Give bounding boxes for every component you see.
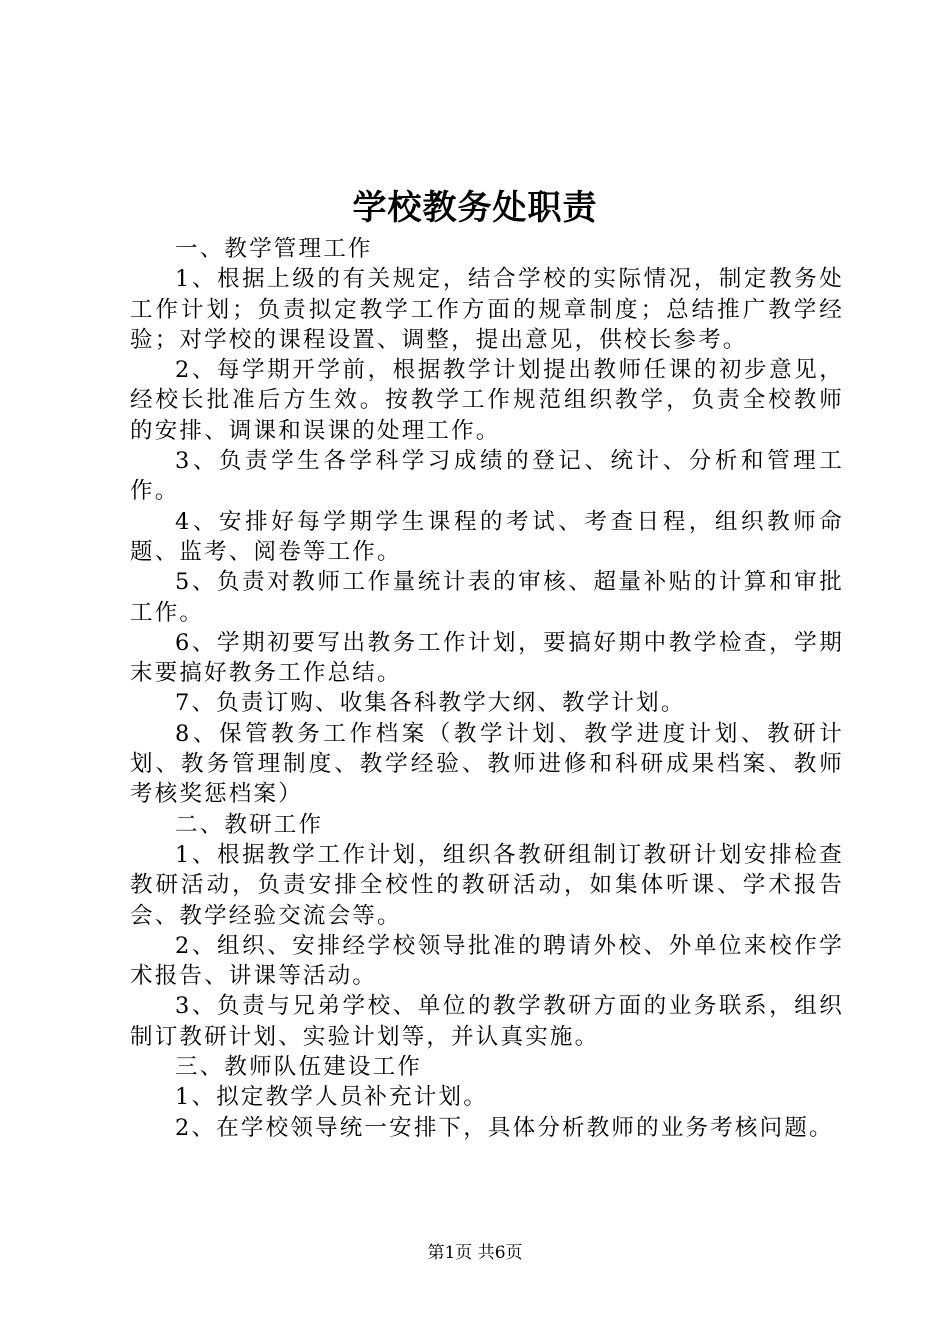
paragraph: 8、保管教务工作档案（教学计划、教学进度计划、教研计划、教务管理制度、教学经验、教师进修和科研成果档案、教师考核奖惩档案）: [130, 720, 844, 808]
paragraph: 2、组织、安排经学校领导批准的聘请外校、外单位来校作学术报告、讲课等活动。: [130, 932, 844, 990]
paragraph: 7、负责订购、收集各科教学大纲、教学计划。: [175, 690, 686, 717]
paragraph: 4、安排好每学期学生课程的考试、考查日程，组织教师命题、监考、阅卷等工作。: [130, 508, 844, 565]
section-heading: 三、教师队伍建设工作: [175, 1054, 423, 1081]
paragraph: 2、在学校领导统一安排下，具体分析教师的业务考核问题。: [175, 1114, 834, 1141]
document-title: 学校教务处职责: [352, 188, 598, 228]
paragraph: 3、负责学生各学科学习成绩的登记、统计、分析和管理工作。: [130, 448, 844, 505]
paragraph: 3、负责与兄弟学校、单位的教学教研方面的业务联系，组织制订教研计划、实验计划等，并认真实施。: [130, 993, 844, 1050]
paragraph: 6、学期初要写出教务工作计划，要搞好期中教学检查，学期末要搞好教务工作总结。: [130, 629, 844, 687]
paragraph: 1、根据上级的有关规定，结合学校的实际情况，制定教务处工作计划；负责拟定教学工作方面的规章制度；总结推广教学经验；对学校的课程设置、调整，提出意见，供校长参考。: [130, 266, 844, 353]
paragraph: 1、根据教学工作计划，组织各教研组制订教研计划安排检查教研活动，负责安排全校性的教研活动，如集体听课、学术报告会、教学经验交流会等。: [130, 841, 844, 929]
section-heading: 一、教学管理工作: [175, 236, 373, 262]
paragraph: 5、负责对教师工作量统计表的审核、超量补贴的计算和审批工作。: [130, 569, 844, 626]
paragraph: 2、每学期开学前，根据教学计划提出教师任课的初步意见，经校长批准后方生效。按教学工作规范组织教学，负责全校教师的安排、调课和误课的处理工作。: [130, 357, 844, 444]
document-body: [130, 234, 844, 1143]
section-heading: 二、教研工作: [175, 811, 324, 838]
paragraph: 1、拟定教学人员补充计划。: [175, 1084, 488, 1111]
page-footer: 第1页 共6页: [427, 1243, 523, 1263]
